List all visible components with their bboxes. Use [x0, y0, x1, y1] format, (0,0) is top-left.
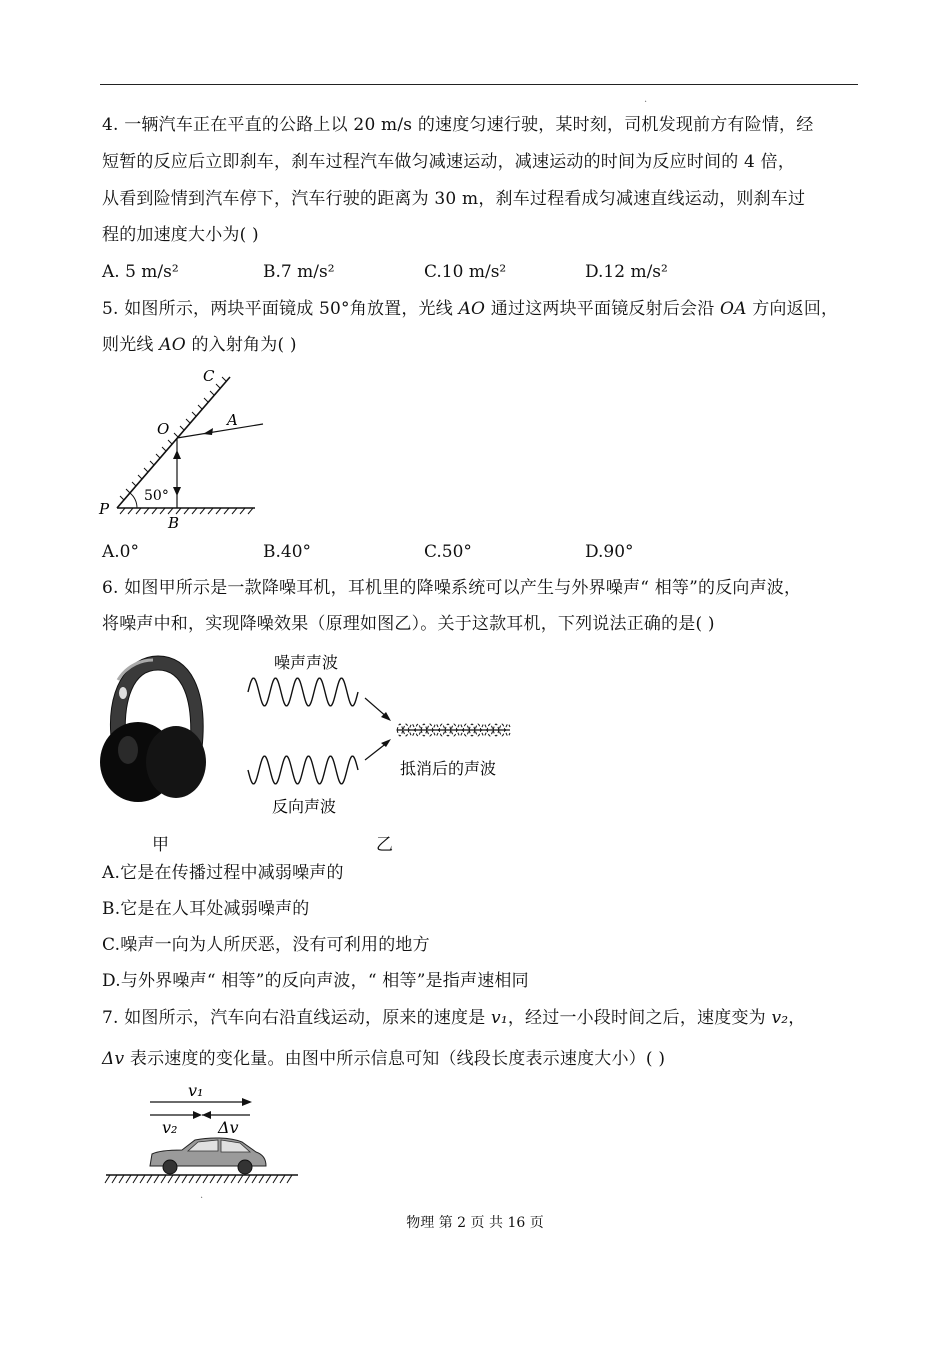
- q4-line-1: 4. 一辆汽车正在平直的公路上以 20 m/s 的速度匀速行驶，某时刻，司机发现前方有险情，经: [102, 115, 814, 135]
- ground-hatch-line: [245, 1175, 250, 1183]
- ground-hatch-line: [119, 1175, 124, 1183]
- ground-hatch-line: [210, 1175, 215, 1183]
- ground-hatch: [105, 1175, 292, 1183]
- q7-v1: v₁: [491, 1008, 508, 1028]
- header-rule: [100, 84, 858, 85]
- ground-hatch-line: [266, 1175, 271, 1183]
- result-wave-label: 抵消后的声波: [400, 759, 497, 778]
- q5-text-e: 方向返回，: [746, 299, 839, 319]
- scan-dot: .: [644, 94, 648, 105]
- q5-line-1: [102, 298, 838, 320]
- label-c: C: [203, 367, 215, 385]
- car-velocity-diagram: [100, 1078, 305, 1203]
- q7-text-b: ，经过一小段时间之后，速度变为: [507, 1008, 772, 1028]
- car-wheel-rear: [238, 1160, 252, 1174]
- ground-hatch-line: [196, 1175, 201, 1183]
- ground-hatch-line: [105, 1175, 110, 1183]
- mirror-pc: [117, 377, 230, 508]
- angle-arc: [130, 493, 137, 508]
- q5-text-a: 5. 如图所示，两块平面镜成 50°角放置，光线: [102, 299, 459, 319]
- mirror-pb-hatch: [120, 508, 253, 514]
- label-dv: Δv: [218, 1118, 239, 1137]
- label-v2: v₂: [162, 1118, 178, 1137]
- q5-text-c: 通过这两块平面镜反射后会沿: [485, 299, 720, 319]
- q6-option-c[interactable]: C.噪声一向为人所厌恶，没有可利用的地方: [102, 935, 430, 955]
- page-footer: 物理 第 2 页 共 16 页: [406, 1215, 544, 1231]
- ground-hatch-line: [231, 1175, 236, 1183]
- q7-v2: v₂: [771, 1008, 789, 1028]
- figure-label-yi: 乙: [376, 835, 393, 855]
- q4-line-2: 短暂的反应后立即刹车，刹车过程汽车做匀减速运动，减速运动的时间为反应时间的 4 倍，: [102, 152, 796, 172]
- q5-option-a[interactable]: A.0°: [102, 542, 139, 562]
- ground-hatch-line: [112, 1175, 117, 1183]
- label-angle: 50°: [144, 488, 169, 504]
- q7-text-c: ，: [788, 1008, 806, 1028]
- ground-hatch-line: [238, 1175, 243, 1183]
- ground-hatch-line: [203, 1175, 208, 1183]
- q6-option-a[interactable]: A.它是在传播过程中减弱噪声的: [102, 863, 344, 883]
- q4-option-c[interactable]: C.10 m/s²: [424, 262, 507, 282]
- q7-delta-v: Δv: [102, 1049, 125, 1069]
- ground-hatch-line: [168, 1175, 173, 1183]
- ground-hatch-line: [224, 1175, 229, 1183]
- ground-hatch-line: [259, 1175, 264, 1183]
- q7-line-1: [102, 1007, 806, 1029]
- ground-hatch-line: [189, 1175, 194, 1183]
- noise-wave: [248, 678, 358, 706]
- ground-hatch-line: [287, 1175, 292, 1183]
- q5-option-d[interactable]: D.90°: [585, 542, 634, 562]
- brand-mark: [119, 687, 127, 699]
- label-a: A: [227, 411, 238, 429]
- q4-option-a[interactable]: A. 5 m/s²: [102, 262, 179, 282]
- q4-option-b[interactable]: B.7 m/s²: [263, 262, 335, 282]
- q6-option-b[interactable]: B.它是在人耳处减弱噪声的: [102, 899, 310, 919]
- arrow-v2-head: [193, 1111, 202, 1119]
- ground-hatch-line: [154, 1175, 159, 1183]
- q5-ray-oa: OA: [720, 299, 747, 319]
- ground-hatch-line: [126, 1175, 131, 1183]
- arrow-dv-head: [202, 1111, 211, 1119]
- scan-dot-2: .: [200, 1190, 204, 1201]
- ground-hatch-line: [280, 1175, 285, 1183]
- label-v1: v₁: [188, 1081, 204, 1100]
- q5-option-c[interactable]: C.50°: [424, 542, 472, 562]
- q5-ray-ao-2: AO: [159, 335, 186, 355]
- car-wheel-front: [163, 1160, 177, 1174]
- q7-text-a: 7. 如图所示，汽车向右沿直线运动，原来的速度是: [102, 1008, 492, 1028]
- label-o: O: [157, 420, 170, 438]
- ground-hatch-line: [217, 1175, 222, 1183]
- ground-hatch-line: [147, 1175, 152, 1183]
- wave-diagram: [240, 648, 530, 818]
- label-p: P: [99, 500, 110, 518]
- q6-option-d[interactable]: D.与外界噪声“ 相等”的反向声波，“ 相等”是指声速相同: [102, 971, 529, 991]
- q6-line-1: 6. 如图甲所示是一款降噪耳机，耳机里的降噪系统可以产生与外界噪声“ 相等”的反向声波，: [102, 578, 802, 598]
- figure-label-jia: 甲: [152, 835, 169, 855]
- ground-hatch-line: [161, 1175, 166, 1183]
- q4-line-4: 程的加速度大小为( ): [102, 225, 259, 245]
- ground-hatch-line: [140, 1175, 145, 1183]
- ground-hatch-line: [252, 1175, 257, 1183]
- q5-text-2a: 则光线: [102, 335, 160, 355]
- q5-line-2: [102, 334, 297, 356]
- ray-ob-arrow-up: [173, 450, 181, 459]
- right-earcup: [146, 726, 206, 798]
- mirror-diagram: [95, 362, 295, 537]
- ground-hatch-line: [182, 1175, 187, 1183]
- ray-ob-arrow-down: [173, 487, 181, 496]
- q7-text-2b: 表示速度的变化量。由图中所示信息可知（线段长度表示速度大小）( ): [124, 1049, 666, 1069]
- q5-text-2c: 的入射角为( ): [185, 335, 297, 355]
- ground-hatch-line: [273, 1175, 278, 1183]
- q5-ray-ao: AO: [458, 299, 486, 319]
- reverse-wave-label: 反向声波: [272, 797, 337, 816]
- q4-line-3: 从看到险情到汽车停下，汽车行驶的距离为 30 m，刹车过程看成匀减速直线运动，则刹车过: [102, 189, 806, 209]
- ground-hatch-line: [133, 1175, 138, 1183]
- q5-option-b[interactable]: B.40°: [263, 542, 312, 562]
- noise-wave-label: 噪声声波: [274, 653, 339, 672]
- earcup-highlight: [118, 736, 138, 764]
- ray-ao: [177, 424, 263, 438]
- q4-option-d[interactable]: D.12 m/s²: [585, 262, 668, 282]
- label-b: B: [168, 514, 180, 532]
- ground-hatch-line: [175, 1175, 180, 1183]
- q7-line-2: [102, 1048, 665, 1070]
- headphone-image: [98, 650, 213, 805]
- arrow-v1-head: [242, 1098, 252, 1106]
- reverse-wave: [248, 756, 358, 784]
- ray-ao-arrow: [203, 428, 213, 435]
- q6-line-2: 将噪声中和，实现降噪效果（原理如图乙）。关于这款耳机，下列说法正确的是( ): [102, 614, 715, 634]
- mirror-pc-hatch: [120, 377, 226, 500]
